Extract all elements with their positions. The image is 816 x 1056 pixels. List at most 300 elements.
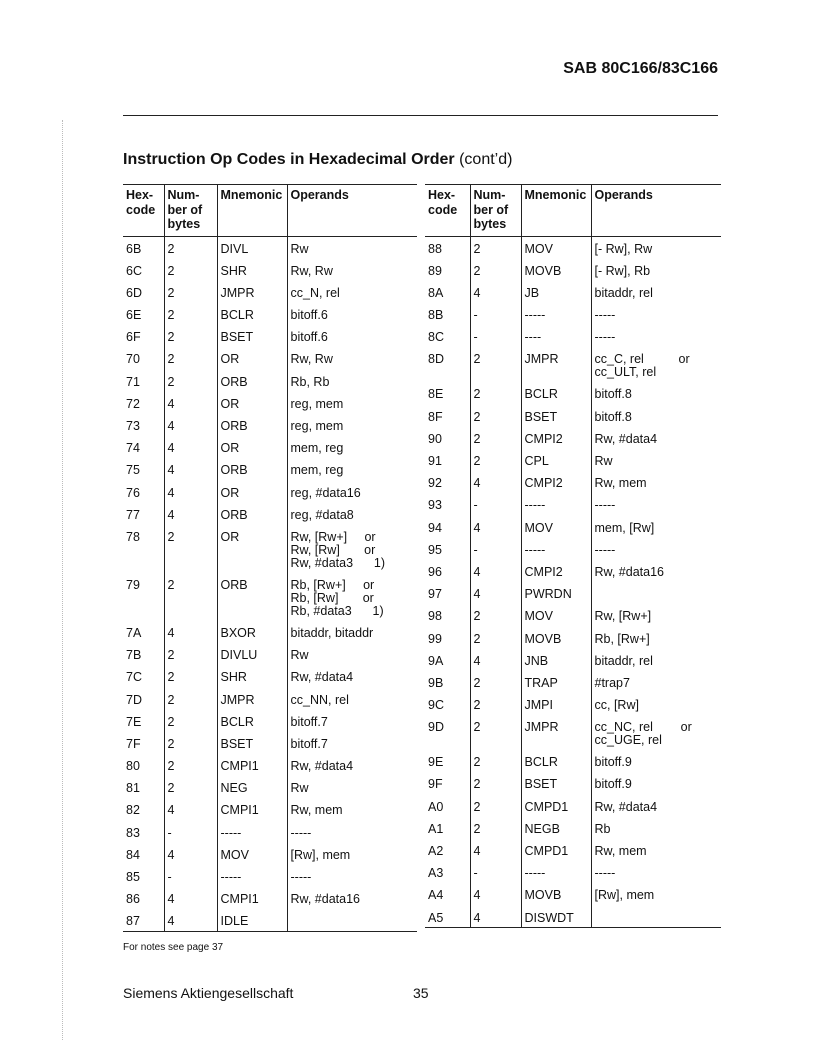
hex-cell: A2	[428, 844, 444, 858]
hex-cell: 9E	[428, 755, 444, 770]
hex-cell: 6D	[126, 285, 142, 300]
table-row	[123, 732, 417, 754]
hex-cell: 98	[428, 609, 442, 624]
hex-cell: 8F	[428, 409, 443, 424]
hex-cell: 82	[126, 803, 140, 818]
hex-cell: 7F	[126, 736, 141, 751]
bytes-cell: 4	[164, 503, 217, 525]
bytes-cell: -	[470, 861, 521, 883]
hex-cell: 7A	[126, 625, 142, 640]
table-row	[425, 649, 721, 671]
bytes-cell: 2	[164, 643, 217, 665]
title-bold: Instruction Op Codes in Hexadecimal Order	[123, 151, 455, 168]
hex-cell: 72	[126, 396, 140, 411]
table-row	[123, 776, 417, 798]
hex-cell: 9D	[428, 720, 444, 735]
hex-cell: 88	[428, 242, 442, 256]
mnemonic-cell: MOVB	[521, 627, 591, 649]
mnemonic-cell: IDLE	[217, 909, 287, 931]
hex-cell: 99	[428, 631, 442, 646]
operands-cell: Rw	[287, 237, 417, 259]
bytes-cell: 4	[470, 281, 521, 303]
operands-cell: -----	[591, 325, 721, 347]
bytes-cell: 4	[164, 481, 217, 503]
bytes-cell: 2	[164, 370, 217, 392]
operands-cell	[591, 906, 721, 928]
bytes-cell: 2	[164, 347, 217, 369]
page-number: 35	[413, 985, 429, 1001]
table-row	[123, 865, 417, 887]
page-title	[123, 151, 512, 169]
col-hex: Hex- code	[123, 185, 164, 237]
mnemonic-cell: SHR	[217, 259, 287, 281]
mnemonic-cell: BSET	[217, 325, 287, 347]
hex-cell: 84	[126, 847, 140, 862]
operands-cell: cc_C, rel or cc_ULT, rel	[591, 347, 721, 382]
hex-cell: 7D	[126, 692, 142, 707]
mnemonic-cell: MOV	[521, 516, 591, 538]
hex-cell: 75	[126, 463, 140, 478]
table-row	[123, 525, 417, 573]
table-row	[425, 382, 721, 404]
bytes-cell: 2	[470, 817, 521, 839]
bytes-cell: -	[470, 303, 521, 325]
table-row	[123, 325, 417, 347]
operands-cell: Rw, Rw	[287, 259, 417, 281]
table-row	[425, 839, 721, 861]
bytes-cell: -	[470, 538, 521, 560]
hex-cell: 7C	[126, 670, 142, 685]
mnemonic-cell: CPL	[521, 449, 591, 471]
mnemonic-cell: -----	[217, 821, 287, 843]
mnemonic-cell: BSET	[521, 772, 591, 794]
table-row	[123, 909, 417, 931]
bytes-cell: 2	[164, 732, 217, 754]
bytes-cell: 2	[470, 604, 521, 626]
table-row	[425, 750, 721, 772]
hex-cell: 8C	[428, 330, 444, 345]
operands-cell: cc_N, rel	[287, 281, 417, 303]
hex-cell: 81	[126, 781, 140, 796]
operands-cell: bitoff.7	[287, 732, 417, 754]
hex-cell: A3	[428, 866, 444, 881]
mnemonic-cell: BCLR	[521, 382, 591, 404]
hex-cell: 8E	[428, 387, 444, 402]
bytes-cell: 2	[164, 573, 217, 621]
operands-cell: bitaddr, rel	[591, 281, 721, 303]
bytes-cell: 4	[164, 621, 217, 643]
bytes-cell: 4	[164, 887, 217, 909]
mnemonic-cell: ORB	[217, 414, 287, 436]
operands-cell: Rw, [Rw+] or Rw, [Rw] or Rw, #data3 1)	[287, 525, 417, 573]
bytes-cell: 4	[164, 798, 217, 820]
col-hex: Hex- code	[425, 185, 470, 237]
table-row	[425, 861, 721, 883]
hex-cell: 96	[428, 564, 442, 579]
table-row	[123, 259, 417, 281]
table-row	[425, 493, 721, 515]
mnemonic-cell: NEG	[217, 776, 287, 798]
hex-cell: 9B	[428, 675, 444, 690]
bytes-cell: 4	[470, 839, 521, 861]
table-row	[425, 259, 721, 281]
mnemonic-cell: -----	[521, 493, 591, 515]
col-mnemonic: Mnemonic	[521, 185, 591, 237]
operands-cell: Rb, [Rw+] or Rb, [Rw] or Rb, #data3 1)	[287, 573, 417, 621]
table-row	[425, 772, 721, 794]
hex-cell: 94	[428, 520, 442, 535]
operands-cell: bitoff.9	[591, 750, 721, 772]
table-row	[123, 798, 417, 820]
bytes-cell: 2	[470, 427, 521, 449]
col-bytes: Num- ber of bytes	[470, 185, 521, 237]
operands-cell: Rb	[591, 817, 721, 839]
bytes-cell: 4	[164, 843, 217, 865]
operands-cell: Rw, mem	[591, 471, 721, 493]
table-row	[425, 671, 721, 693]
mnemonic-cell: JMPR	[521, 347, 591, 382]
mnemonic-cell: OR	[217, 347, 287, 369]
hex-cell: 79	[126, 577, 140, 592]
operands-cell: bitaddr, rel	[591, 649, 721, 671]
hex-cell: 87	[123, 909, 164, 931]
operands-cell: bitoff.9	[591, 772, 721, 794]
bytes-cell: 2	[470, 382, 521, 404]
operands-cell: Rw, #data16	[287, 887, 417, 909]
mnemonic-cell: BSET	[521, 405, 591, 427]
table-row	[425, 560, 721, 582]
table-row	[425, 237, 721, 259]
bytes-cell: 2	[164, 281, 217, 303]
table-row	[425, 538, 721, 560]
mnemonic-cell: OR	[217, 525, 287, 573]
hex-cell: 76	[126, 485, 140, 500]
mnemonic-cell: MOVB	[521, 259, 591, 281]
hex-cell: 6C	[126, 263, 142, 278]
col-bytes: Num- ber of bytes	[164, 185, 217, 237]
operands-cell: [Rw], mem	[287, 843, 417, 865]
table-row	[123, 821, 417, 843]
mnemonic-cell: ORB	[217, 458, 287, 480]
bytes-cell: 4	[164, 909, 217, 931]
operands-cell: Rw, #data4	[287, 754, 417, 776]
operands-cell: Rw, mem	[591, 839, 721, 861]
table-row	[123, 281, 417, 303]
mnemonic-cell: CMPI2	[521, 427, 591, 449]
table-row	[123, 887, 417, 909]
hex-cell: 6B	[126, 242, 142, 256]
table-row	[425, 795, 721, 817]
table-row	[425, 325, 721, 347]
table-row	[425, 582, 721, 604]
bytes-cell: 2	[164, 776, 217, 798]
bytes-cell: 2	[470, 627, 521, 649]
operands-cell: Rw	[287, 776, 417, 798]
hex-cell: 6E	[126, 308, 142, 323]
table-row	[425, 715, 721, 750]
hex-cell: 6F	[126, 330, 141, 345]
mnemonic-cell: OR	[217, 481, 287, 503]
operands-cell: -----	[591, 303, 721, 325]
mnemonic-cell: ORB	[217, 503, 287, 525]
bytes-cell: 2	[470, 237, 521, 259]
operands-cell: -----	[591, 493, 721, 515]
table-row	[123, 458, 417, 480]
bytes-cell: 2	[164, 303, 217, 325]
table-row	[425, 627, 721, 649]
mnemonic-cell: BSET	[217, 732, 287, 754]
hex-cell: 80	[126, 759, 140, 774]
bytes-cell: 4	[164, 392, 217, 414]
bytes-cell: 2	[470, 347, 521, 382]
operands-cell: bitoff.8	[591, 382, 721, 404]
mnemonic-cell: MOV	[521, 237, 591, 259]
operands-cell: reg, #data8	[287, 503, 417, 525]
mnemonic-cell: MOV	[521, 604, 591, 626]
bytes-cell: 2	[470, 715, 521, 750]
hex-cell: 70	[126, 352, 140, 367]
hex-cell: 9A	[428, 653, 444, 668]
bytes-cell: 4	[470, 560, 521, 582]
opcode-table-left	[123, 184, 417, 932]
header-rule	[123, 115, 718, 116]
operands-cell: -----	[591, 861, 721, 883]
table-row	[123, 347, 417, 369]
operands-cell: [- Rw], Rb	[591, 259, 721, 281]
hex-cell: 8B	[428, 308, 444, 323]
operands-cell: bitoff.8	[591, 405, 721, 427]
hex-cell: 71	[126, 374, 140, 389]
col-mnemonic: Mnemonic	[217, 185, 287, 237]
table-row	[425, 883, 721, 905]
bytes-cell: 4	[470, 516, 521, 538]
operands-cell: Rw	[591, 449, 721, 471]
bytes-cell: 4	[470, 471, 521, 493]
bytes-cell: 4	[164, 414, 217, 436]
hex-cell: 74	[126, 441, 140, 456]
hex-cell: 89	[428, 263, 442, 278]
operands-cell: cc_NN, rel	[287, 688, 417, 710]
table-row	[425, 604, 721, 626]
bytes-cell: 2	[470, 671, 521, 693]
operands-cell: mem, reg	[287, 436, 417, 458]
hex-cell: 73	[126, 419, 140, 433]
bytes-cell: 2	[470, 259, 521, 281]
margin-mark	[62, 120, 63, 1040]
mnemonic-cell: BCLR	[217, 303, 287, 325]
table-row	[425, 303, 721, 325]
bytes-cell: 2	[470, 795, 521, 817]
table-row	[425, 693, 721, 715]
mnemonic-cell: NEGB	[521, 817, 591, 839]
operands-cell: Rb, [Rw+]	[591, 627, 721, 649]
table-row	[123, 370, 417, 392]
bytes-cell: 2	[470, 449, 521, 471]
opcode-table-right	[425, 184, 721, 928]
bytes-cell: 2	[164, 525, 217, 573]
bytes-cell: 2	[470, 405, 521, 427]
bytes-cell: 2	[164, 754, 217, 776]
mnemonic-cell: ORB	[217, 573, 287, 621]
operands-cell: Rw, #data4	[591, 427, 721, 449]
table-row	[123, 481, 417, 503]
col-operands: Operands	[591, 185, 721, 237]
operands-cell	[287, 909, 417, 931]
table-row	[123, 573, 417, 621]
table-row	[425, 471, 721, 493]
operands-cell: Rw, [Rw+]	[591, 604, 721, 626]
mnemonic-cell: JMPI	[521, 693, 591, 715]
hex-cell: A5	[425, 906, 470, 928]
table-row	[425, 405, 721, 427]
bytes-cell: 4	[470, 906, 521, 928]
mnemonic-cell: OR	[217, 436, 287, 458]
hex-cell: 7B	[126, 648, 142, 663]
bytes-cell: 2	[164, 665, 217, 687]
bytes-cell: 2	[470, 772, 521, 794]
mnemonic-cell: -----	[521, 861, 591, 883]
table-row	[425, 449, 721, 471]
mnemonic-cell: JMPR	[217, 281, 287, 303]
bytes-cell: -	[164, 865, 217, 887]
table-row	[123, 392, 417, 414]
mnemonic-cell: -----	[521, 303, 591, 325]
hex-cell: 83	[126, 825, 140, 840]
mnemonic-cell: BXOR	[217, 621, 287, 643]
bytes-cell: 4	[164, 458, 217, 480]
mnemonic-cell: BCLR	[521, 750, 591, 772]
operands-cell: mem, [Rw]	[591, 516, 721, 538]
table-row	[123, 843, 417, 865]
operands-cell: bitaddr, bitaddr	[287, 621, 417, 643]
hex-cell: 8D	[428, 352, 444, 367]
table-row	[425, 347, 721, 382]
operands-cell: #trap7	[591, 671, 721, 693]
mnemonic-cell: CMPI2	[521, 560, 591, 582]
hex-cell: 97	[428, 587, 442, 602]
mnemonic-cell: PWRDN	[521, 582, 591, 604]
bytes-cell: 4	[164, 436, 217, 458]
operands-cell: -----	[287, 865, 417, 887]
operands-cell: Rw, #data4	[287, 665, 417, 687]
bytes-cell: 2	[470, 693, 521, 715]
operands-cell: cc, [Rw]	[591, 693, 721, 715]
hex-cell: 86	[126, 892, 140, 907]
mnemonic-cell: TRAP	[521, 671, 591, 693]
table-row	[425, 817, 721, 839]
table-row	[425, 906, 721, 928]
mnemonic-cell: CMPD1	[521, 795, 591, 817]
mnemonic-cell: -----	[217, 865, 287, 887]
table-row	[123, 688, 417, 710]
bytes-cell: -	[470, 493, 521, 515]
mnemonic-cell: DIVLU	[217, 643, 287, 665]
mnemonic-cell: MOVB	[521, 883, 591, 905]
operands-cell: [Rw], mem	[591, 883, 721, 905]
operands-cell: bitoff.6	[287, 303, 417, 325]
operands-cell: -----	[591, 538, 721, 560]
operands-cell: reg, mem	[287, 414, 417, 436]
bytes-cell: 4	[470, 582, 521, 604]
hex-cell: 85	[126, 870, 140, 884]
table-row	[123, 414, 417, 436]
hex-cell: 7E	[126, 714, 142, 729]
hex-cell: A4	[428, 888, 444, 903]
document-header: SAB 80C166/83C166	[563, 60, 718, 77]
mnemonic-cell: CMPI1	[217, 754, 287, 776]
operands-cell: Rw	[287, 643, 417, 665]
table-row	[123, 503, 417, 525]
operands-cell: reg, #data16	[287, 481, 417, 503]
mnemonic-cell: ----	[521, 325, 591, 347]
mnemonic-cell: DISWDT	[521, 906, 591, 928]
table-row	[123, 643, 417, 665]
table-row	[425, 516, 721, 538]
notes-reference: For notes see page 37	[123, 942, 224, 953]
operands-cell: Rw, #data16	[591, 560, 721, 582]
mnemonic-cell: JMPR	[521, 715, 591, 750]
hex-cell: 9F	[428, 777, 443, 792]
operands-cell: bitoff.6	[287, 325, 417, 347]
table-row	[425, 427, 721, 449]
hex-cell: 90	[428, 431, 442, 446]
mnemonic-cell: CMPD1	[521, 839, 591, 861]
hex-cell: 9C	[428, 698, 444, 713]
table-row	[123, 754, 417, 776]
operands-cell: cc_NC, rel or cc_UGE, rel	[591, 715, 721, 750]
mnemonic-cell: -----	[521, 538, 591, 560]
mnemonic-cell: BCLR	[217, 710, 287, 732]
operands-cell: Rb, Rb	[287, 370, 417, 392]
bytes-cell: 2	[164, 259, 217, 281]
operands-cell: -----	[287, 821, 417, 843]
mnemonic-cell: OR	[217, 392, 287, 414]
operands-cell	[591, 582, 721, 604]
operands-cell: Rw, #data4	[591, 795, 721, 817]
hex-cell: 95	[428, 542, 442, 557]
mnemonic-cell: CMPI1	[217, 798, 287, 820]
bytes-cell: 2	[164, 325, 217, 347]
hex-cell: 92	[428, 476, 442, 491]
bytes-cell: -	[164, 821, 217, 843]
operands-cell: Rw, mem	[287, 798, 417, 820]
bytes-cell: 4	[470, 649, 521, 671]
table-row	[425, 281, 721, 303]
hex-cell: A1	[428, 821, 444, 836]
operands-cell: Rw, Rw	[287, 347, 417, 369]
bytes-cell: 2	[470, 750, 521, 772]
table-row	[123, 237, 417, 259]
bytes-cell: 2	[164, 237, 217, 259]
table-row	[123, 436, 417, 458]
mnemonic-cell: CMPI1	[217, 887, 287, 909]
bytes-cell: 4	[470, 883, 521, 905]
mnemonic-cell: DIVL	[217, 237, 287, 259]
hex-cell: 77	[126, 507, 140, 522]
hex-cell: 78	[126, 529, 140, 544]
hex-cell: 91	[428, 454, 442, 468]
operands-cell: bitoff.7	[287, 710, 417, 732]
operands-cell: [- Rw], Rw	[591, 237, 721, 259]
mnemonic-cell: SHR	[217, 665, 287, 687]
hex-cell: 93	[428, 498, 442, 513]
mnemonic-cell: JNB	[521, 649, 591, 671]
mnemonic-cell: MOV	[217, 843, 287, 865]
operands-cell: reg, mem	[287, 392, 417, 414]
bytes-cell: 2	[164, 688, 217, 710]
table-row	[123, 621, 417, 643]
hex-cell: A0	[428, 799, 444, 814]
